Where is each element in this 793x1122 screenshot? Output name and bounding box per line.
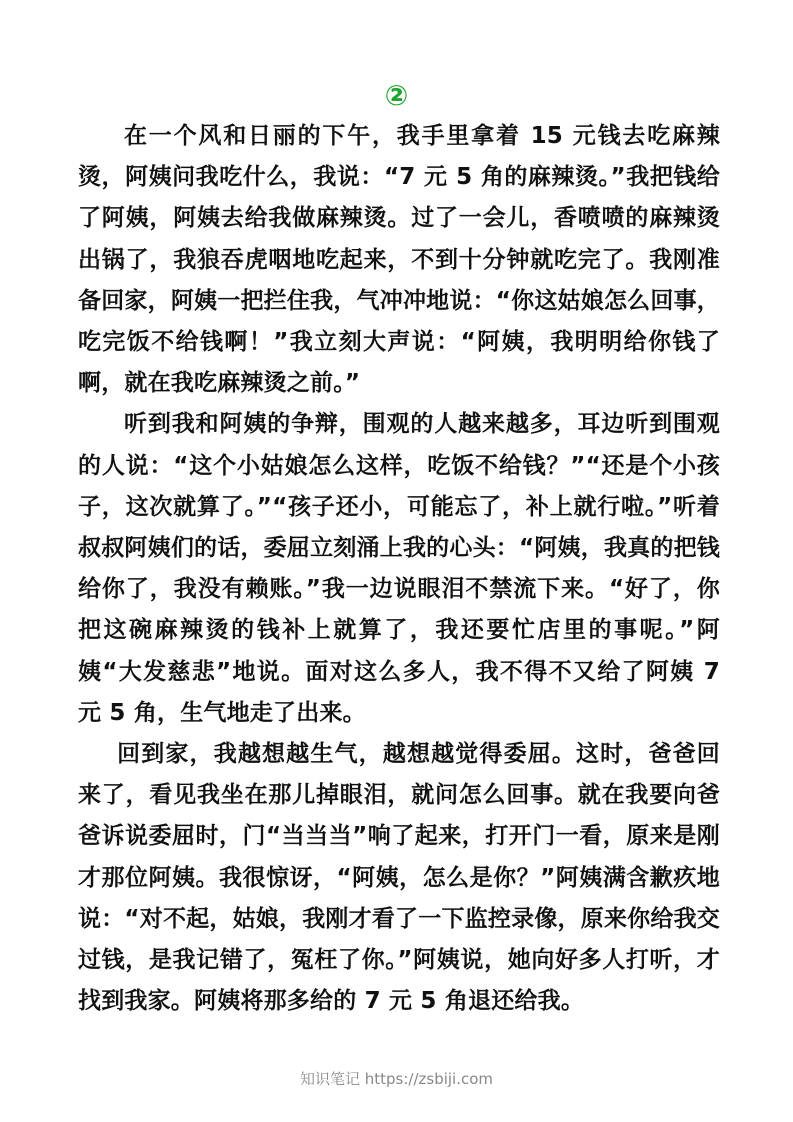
article-body <box>78 116 720 1022</box>
paragraph-3: 回到家，我越想越生气，越想越觉得委屈。这时，爸爸回来了，看见我坐在那儿掉眼泪，就问怎么回事。就在我要向爸爸诉说委屈时，门“当当当”响了起来，打开门一看，原来是刚才那位阿姨。我很惊讶，“阿姨，怎么是你？”阿姨满含歉疚地说：“对不起，姑娘，我刚才看了一下监控录像，原来你给我交过钱，是我记错了，冤枉了你。”阿姨说，她向好多人打听，才找到我家。阿姨将那多给的 7 元 5 角退还给我。 <box>78 741 720 1015</box>
paragraph-1: 在一个风和日丽的下午，我手里拿着 15 元钱去吃麻辣烫，阿姨问我吃什么，我说：“7 元 5 角的麻辣烫。”我把钱给了阿姨，阿姨去给我做麻辣烫。过了一会儿，香喷喷的麻辣烫出锅了，我狼吞虎咽地吃起来，不到十分钟就吃完了。我刚准备回家，阿姨一把拦住我，气冲冲地说：“你这姑娘怎么回事，吃完饭不给钱啊！”我立刻大声说：“阿姨，我明明给你钱了啊，就在我吃麻辣烫之前。” <box>78 123 720 397</box>
paragraph-2: 听到我和阿姨的争辩，围观的人越来越多，耳边听到围观的人说：“这个小姑娘怎么这样，吃饭不给钱？”“还是个小孩子，这次就算了。”“孩子还小，可能忘了，补上就行啦。”听着叔叔阿姨们的话，委屈立刻涌上我的心头：“阿姨，我真的把钱给你了，我没有赖账。”我一边说眼泪不禁流下来。“好了，你把这碗麻辣烫的钱补上就算了，我还要忙店里的事呢。”阿姨“大发慈悲”地说。面对这么多人，我不得不又给了阿姨 7 元 5 角，生气地走了出来。 <box>78 411 720 726</box>
footer-watermark: 知识笔记 https://zsbiji.com <box>299 1070 494 1088</box>
section-marker: ② <box>384 79 409 112</box>
